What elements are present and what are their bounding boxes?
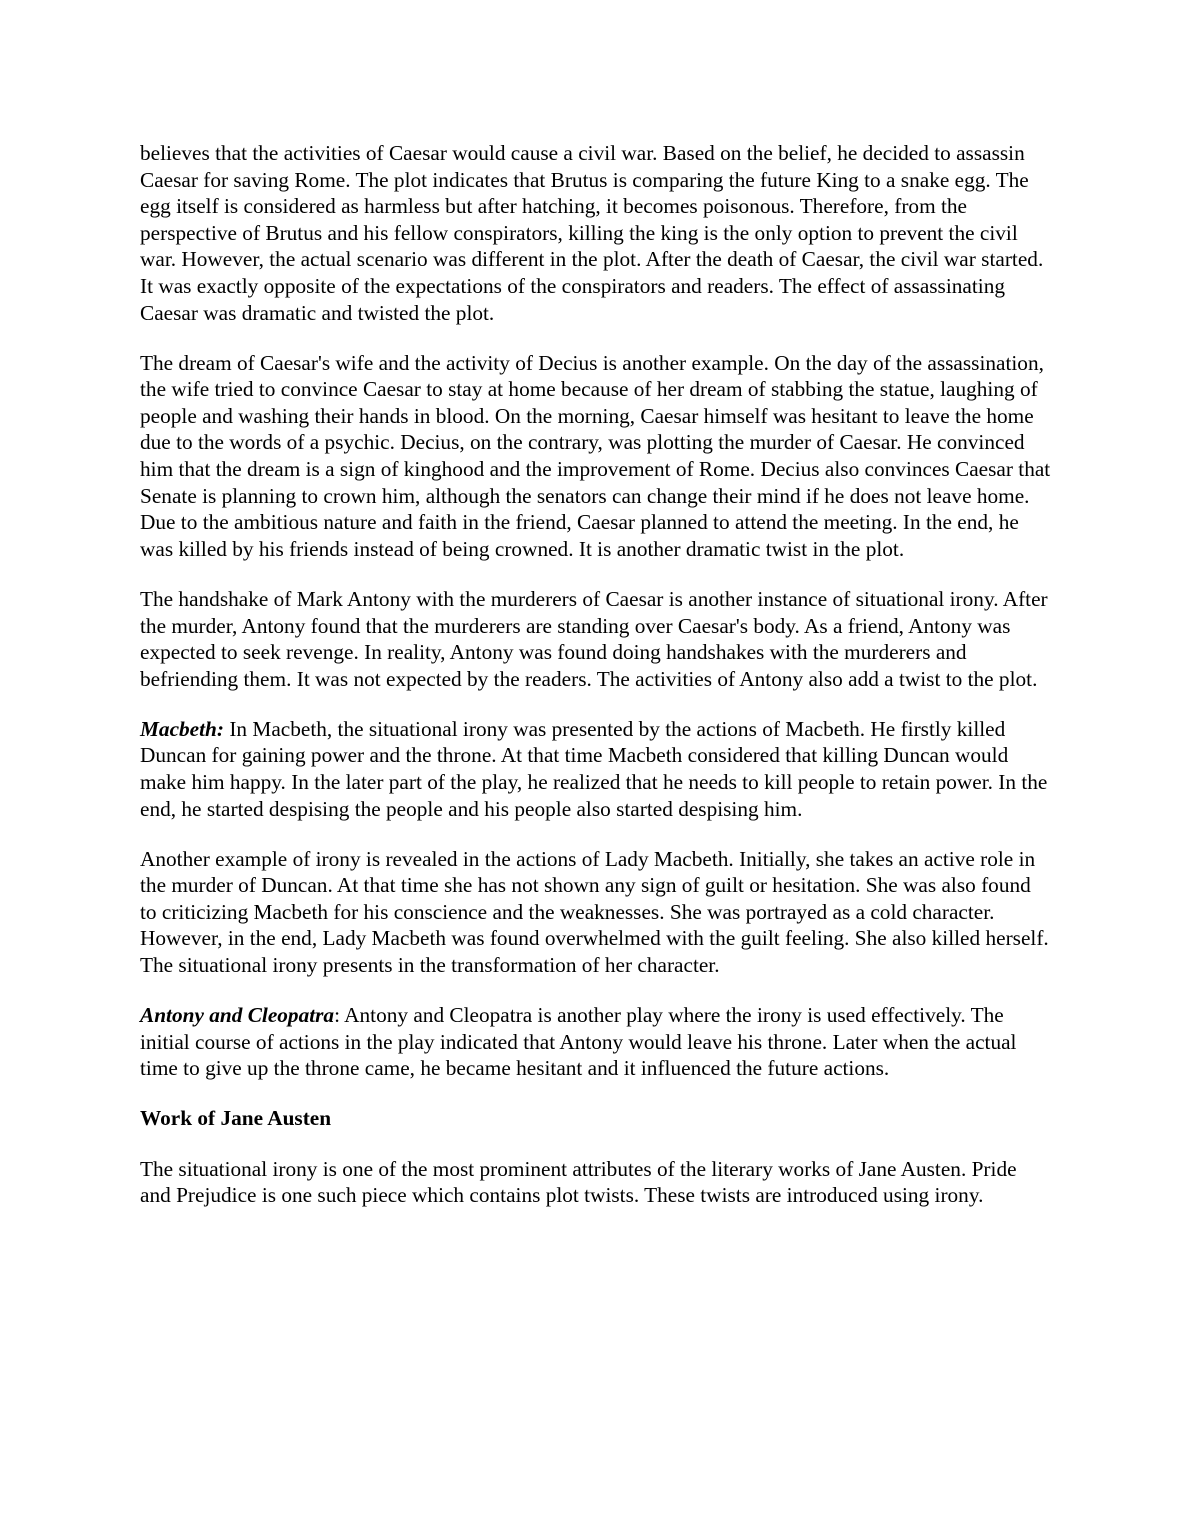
paragraph-text: believes that the activities of Caesar would cause a civil war. Based on the belief, he decided to assassin Caesar for saving Rome. The plot indicates that Brutus is comparing the future King to a snake egg. The egg itself is considered as harmless but after hatching, it becomes poisonous. Therefore, from the perspective of Brutus and his fellow conspirators, killing the king is the only option to prevent the civil war. However, the actual scenario was different in the plot. After the death of Caesar, the civil war started. It was exactly opposite of the expectations of the conspirators and readers. The effect of assassinating Caesar was dramatic and twisted the plot. <box>140 141 1044 325</box>
paragraph-brutus-plot <box>140 140 1052 326</box>
paragraph-lead-macbeth: Macbeth: <box>140 716 224 741</box>
paragraph-text: : Antony and Cleopatra is another play where the irony is used effectively. The initial course of actions in the play indicated that Antony would leave his throne. Later when the actual time to give up the throne came, he became hesitant and it influenced the future actions. <box>140 1003 1017 1081</box>
paragraph-text: The situational irony is one of the most prominent attributes of the literary works of Jane Austen. Pride and Prejudice is one such piece which contains plot twists. These twists are introduced using irony. <box>140 1156 1017 1208</box>
paragraph-antony-cleopatra <box>140 1002 1052 1082</box>
paragraph-text: The handshake of Mark Antony with the murderers of Caesar is another instance of situational irony. After the murder, Antony found that the murderers are standing over Caesar's body. As a friend, Antony was expected to seek revenge. In reality, Antony was found doing handshakes with the murderers and befriending them. It was not expected by the readers. The activities of Antony also add a twist to the plot. <box>140 586 1048 691</box>
paragraph-jane-austen <box>140 1156 1052 1209</box>
paragraph-macbeth <box>140 716 1052 822</box>
paragraph-lady-macbeth <box>140 846 1052 979</box>
paragraph-text: In Macbeth, the situational irony was presented by the actions of Macbeth. He firstly killed Duncan for gaining power and the throne. At that time Macbeth considered that killing Duncan would make him happy. In the later part of the play, he realized that he needs to kill people to retain power. In the end, he started despising the people and his people also started despising him. <box>140 716 1048 821</box>
document-page <box>140 140 1052 1232</box>
paragraph-lead-antony-cleopatra: Antony and Cleopatra <box>140 1003 335 1028</box>
paragraph-text: The dream of Caesar's wife and the activity of Decius is another example. On the day of the assassination, the wife tried to convince Caesar to stay at home because of her dream of stabbing the statue, laughing of people and washing their hands in blood. On the morning, Caesar himself was hesitant to leave the home due to the words of a psychic. Decius, on the contrary, was plotting the murder of Caesar. He convinced him that the dream is a sign of kinghood and the improvement of Rome. Decius also convinces Caesar that Senate is planning to crown him, although the senators can change their mind if he does not leave home. Due to the ambitious nature and faith in the friend, Caesar planned to attend the meeting. In the end, he was killed by his friends instead of being crowned. It is another dramatic twist in the plot. <box>140 350 1051 561</box>
paragraph-caesar-wife-dream <box>140 350 1052 563</box>
paragraph-mark-antony-handshake <box>140 586 1052 692</box>
paragraph-text: Another example of irony is revealed in the actions of Lady Macbeth. Initially, she takes an active role in the murder of Duncan. At that time she has not shown any sign of guilt or hesitation. She was also found to criticizing Macbeth for his conscience and the weaknesses. She was portrayed as a cold character. However, in the end, Lady Macbeth was found overwhelmed with the guilt feeling. She also killed herself. The situational irony presents in the transformation of her character. <box>140 846 1049 978</box>
section-heading: Work of Jane Austen <box>140 1106 332 1131</box>
